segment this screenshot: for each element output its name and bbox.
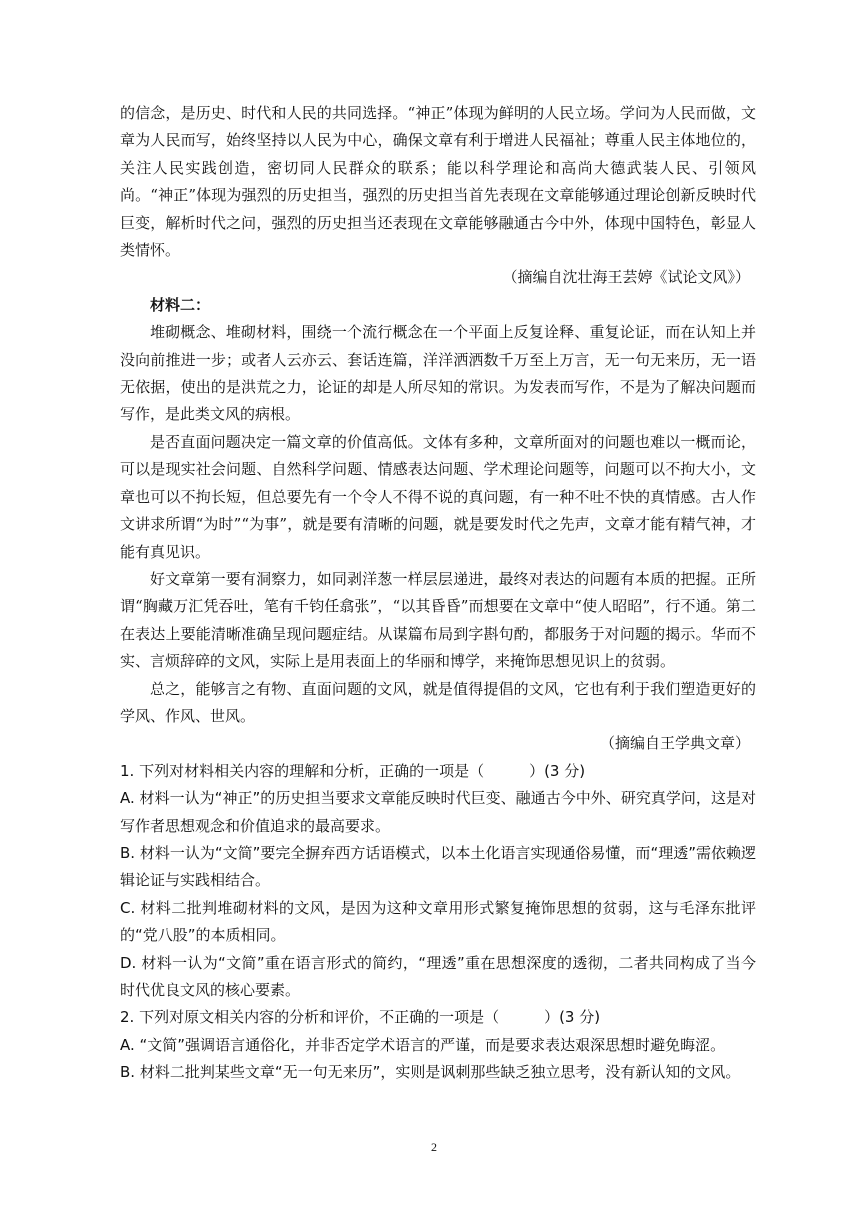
paragraph-material-two-1: 堆砌概念、堆砌材料，围绕一个流行概念在一个平面上反复诠释、重复论证，而在认知上并没向前推进一步；或者人云亦云、套话连篇，洋洋洒洒数千万至上万言，无一句无来历，无一语无依据，使出的是洪荒之力，论证的却是人所尽知的常识。为发表而写作，不是为了解决问题而写作，是此类文风的病根。 [120, 323, 756, 424]
paragraph-material-two-4: 总之，能够言之有物、直面问题的文风，就是值得提倡的文风，它也有利于我们塑造更好的学风、作风、世风。 [120, 679, 756, 725]
question-two-stem: 2. 下列对原文相关内容的分析和评价，不正确的一项是（ ）(3 分) [120, 1008, 601, 1027]
question-one-option-b: B. 材料一认为“文简”要完全摒弃西方话语模式，以本土化语言实现通俗易懂，而“理透”需依赖逻辑论证与实践相结合。 [120, 843, 756, 890]
paragraph-material-one-end: 的信念，是历史、时代和人民的共同选择。“神正”体现为鲜明的人民立场。学问为人民而做，文章为人民而写，始终坚持以人民为中心，确保文章有利于增进人民福祉；尊重人民主体地位的，关注人民实践创造，密切同人民群众的联系；能以科学理论和高尚大德武装人民、引领风尚。“神正”体现为强烈的历史担当，强烈的历史担当首先表现在文章能够通过理论创新反映时代巨变，解析时代之问，强烈的历史担当还表现在文章能够融通古今中外，体现中国特色，彰显人类情怀。 [120, 104, 756, 260]
source-citation-one: （摘编自沈壮海王芸婷《试论文风》） [502, 268, 750, 287]
question-one-stem: 1. 下列对材料相关内容的理解和分析，正确的一项是（ ）(3 分) [120, 761, 586, 780]
question-one-option-c: C. 材料二批判堆砌材料的文风，是因为这种文章用形式繁复掩饰思想的贫弱，这与毛泽东批评的“党八股”的本质相同。 [120, 898, 756, 945]
page-number: 2 [431, 1140, 437, 1154]
source-citation-two: （摘编自王学典文章） [599, 734, 750, 753]
material-two-heading: 材料二： [150, 295, 211, 314]
paragraph-material-two-2: 是否直面问题决定一篇文章的价值高低。文体有多种，文章所面对的问题也难以一概而论，可以是现实社会问题、自然科学问题、情感表达问题、学术理论问题等，问题可以不拘大小，文章也可以不拘长短，但总要先有一个令人不得不说的真问题，有一种不吐不快的真情感。古人作文讲求所谓“为时”“为事”，就是要有清晰的问题，就是要发时代之先声，文章才能有精气神，才能有真见识。 [120, 432, 756, 561]
paragraph-material-two-3: 好文章第一要有洞察力，如同剥洋葱一样层层递进，最终对表达的问题有本质的把握。正所谓“胸藏万汇凭吞吐，笔有千钧任翕张”，“以其昏昏”而想要在文章中“使人昭昭”，行不通。第二在表达上要能清晰准确呈现问题症结。从谋篇布局到字斟句酌，都服务于对问题的揭示。华而不实、言烦辞碎的文风，实际上是用表面上的华丽和博学，来掩饰思想见识上的贫弱。 [120, 569, 756, 671]
document-body [120, 100, 756, 1087]
question-two-option-b: B. 材料二批判某些文章“无一句无来历”，实则是讽刺那些缺乏独立思考，没有新认知的文风。 [120, 1063, 741, 1082]
question-one-option-a: A. 材料一认为“神正”的历史担当要求文章能反映时代巨变、融通古今中外、研究真学问，这是对写作者思想观念和价值追求的最高要求。 [120, 789, 756, 835]
question-two-option-a: A. “文简”强调语言通俗化，并非否定学术语言的严谨，而是要求表达艰深思想时避免晦涩。 [120, 1035, 726, 1054]
question-one-option-d: D. 材料一认为“文简”重在语言形式的简约，“理透”重在思想深度的透彻，二者共同构成了当今时代优良文风的核心要素。 [120, 953, 756, 999]
